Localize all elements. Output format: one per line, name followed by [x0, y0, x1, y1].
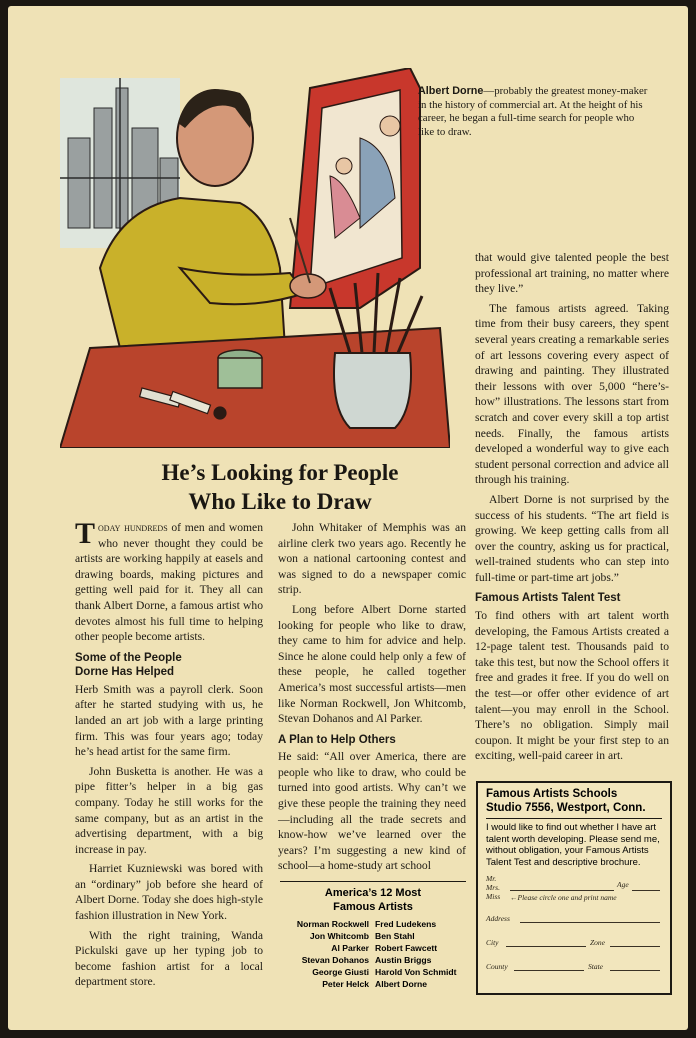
mail-coupon[interactable]	[476, 781, 672, 995]
artists-title-line-2: Famous Artists	[333, 901, 413, 913]
drop-cap: T	[75, 517, 96, 550]
caption-name: Albert Dorne	[418, 85, 484, 97]
state-label: State	[588, 962, 603, 971]
paragraph: The famous artists agreed. Taking time from their busy careers, they spent several years creating a remarkable series of art lessons covering every aspect of drawing and painting. They illustrated their lessons with over 5,000 “here’s-how” illustrations. The lessons start from scratch and cover every skill a top artist needs. Finally, the famous artists developed a wonderful way to give each student personal correction and advice all through his training.	[475, 301, 669, 487]
age-label: Age	[617, 880, 629, 889]
age-input-line[interactable]	[632, 882, 660, 891]
paragraph: John Busketta is another. He was a pipe fitter’s helper in a big gas company. Today he still works for the same company, but as an artist in the advertising department, with a big increase in pay.	[75, 764, 263, 856]
intro-lead: oday hundreds	[98, 521, 168, 534]
name-field-group	[486, 874, 662, 908]
artist-name: Jon Whitcomb	[309, 931, 370, 941]
paragraph: Herb Smith was a payroll clerk. Soon after he started studying with us, he landed an art job with a large printing firm. This was four years ago; today he’s head artist for the same firm.	[75, 682, 263, 759]
artist-name: Robert Fawcett	[375, 943, 438, 953]
coupon-inner	[478, 783, 670, 984]
name-input-line[interactable]	[510, 882, 614, 891]
county-input-line[interactable]	[514, 962, 584, 971]
subhead-line-2: Dorne Has Helped	[75, 666, 175, 679]
address-label: Address	[486, 914, 510, 923]
artist-name: George Giusti	[312, 967, 370, 977]
circle-note: ←Please circle one and print name	[510, 893, 617, 902]
zone-input-line[interactable]	[610, 938, 660, 947]
headline-line-1: He’s Looking for People	[161, 460, 399, 485]
artists-left-column	[280, 918, 375, 990]
headline	[90, 458, 470, 516]
paragraph: that would give talented people the best professional art training, no matter where they live.”	[475, 251, 669, 296]
subhead-talent-test: Famous Artists Talent Test	[475, 592, 621, 605]
caption-text: —probably the greatest money-maker in the history of commercial art. At the height of his career, he began a full-time search for people who like to draw.	[418, 85, 648, 138]
artist-name: Austin Briggs	[375, 955, 432, 965]
coupon-address: Studio 7556, Westport, Conn.	[486, 802, 646, 814]
subhead-line-1: Some of the People	[75, 651, 182, 664]
artist-name: Al Parker	[331, 943, 370, 953]
paint-jar	[218, 358, 262, 388]
ad-page	[8, 6, 688, 1030]
artist-name: Albert Dorne	[375, 979, 428, 989]
zone-label: Zone	[590, 938, 605, 947]
artists-right-column	[375, 918, 466, 990]
column-1	[75, 517, 263, 994]
subhead-people-helped	[75, 651, 263, 680]
paragraph: Albert Dorne is not surprised by the success of his students. “The art field is growing. We keep getting calls from all over the country, asking us for practical, well-trained students who can step into full-time or part-time art jobs.”	[475, 492, 669, 584]
coupon-school-name: Famous Artists Schools	[486, 788, 618, 800]
coupon-header	[486, 787, 662, 815]
intro-rest: of men and women who never thought they could be artists are working happily at easels and drawing boards, making pictures and getting well paid for it. They all can thank Albert Dorne, a famous artist who devotes almost his full time to helping other people become artists.	[75, 521, 263, 644]
option-miss[interactable]: Miss	[486, 892, 501, 901]
artist-name: Stevan Dohanos	[301, 955, 370, 965]
famous-artists-box	[280, 881, 466, 990]
artist-name: Norman Rockwell	[296, 919, 370, 929]
column-3	[475, 250, 669, 768]
artist-name: Peter Helck	[322, 979, 370, 989]
artists-list	[280, 918, 466, 990]
brush-jar	[334, 353, 411, 428]
paragraph: With the right training, Wanda Pickulski gave up her typing job to become fashion artist for a local department store.	[75, 928, 263, 989]
intro-paragraph	[75, 517, 263, 645]
headline-line-2: Who Like to Draw	[188, 489, 372, 514]
address-field-group	[486, 908, 662, 932]
address-input-line[interactable]	[520, 914, 660, 923]
artist-name: Harold Von Schmidt	[375, 967, 457, 977]
column-2	[278, 520, 466, 878]
state-input-line[interactable]	[610, 962, 660, 971]
artist-name: Ben Stahl	[375, 931, 415, 941]
salutation-options[interactable]	[486, 874, 500, 901]
city-input-line[interactable]	[506, 938, 586, 947]
city-field-group	[486, 932, 662, 956]
paragraph: To find others with art talent worth developing, the Famous Artists created a 12-page talent test. Thousands paid to take this test, but now the School offers it free and grades it free. If you do well on the test—or offer other evidence of art talent—you may enroll in the School. There’s no obligation. Simply mail coupon. It might be your first step to an exciting, well-paid career in art.	[475, 608, 669, 763]
paragraph: He said: “All over America, there are people who like to draw, who could be turned into good artists. Why can’t we give these people the training they need—including all the trade secrets and know-how we’ve learned over the years? I’m suggesting a new kind of school—a home-study art school	[278, 750, 466, 873]
paragraph: Long before Albert Dorne started looking for people who like to draw, they came to him for advice and help. Since he alone could help only a few of these people, he called together America’s most successful artists—men like Norman Rockwell, Jon Whitcomb, Stevan Dohanos and Al Parker.	[278, 602, 466, 726]
albert-dorne-illustration	[60, 68, 450, 448]
paragraph: John Whitaker of Memphis was an airline clerk two years ago. Recently he won a national cartooning contest and was signed to do a newspaper comic strip.	[278, 521, 466, 597]
option-mrs[interactable]: Mrs.	[486, 883, 500, 892]
city-label: City	[486, 938, 499, 947]
coupon-body: I would like to find out whether I have art talent worth developing. Please send me, without obligation, your Famous Artists Talent Test and descriptive brochure.	[486, 822, 660, 868]
paragraph: Harriet Kuzniewski was bored with an “ordinary” job before she heard of Albert Dorne. Today she does high-style fashion illustration in New York.	[75, 862, 263, 923]
county-field-group	[486, 956, 662, 980]
option-mr[interactable]: Mr.	[486, 874, 497, 883]
photo-caption	[418, 85, 648, 139]
artist-name: Fred Ludekens	[375, 919, 437, 929]
artists-box-title	[280, 886, 466, 914]
county-label: County	[486, 962, 508, 971]
artists-title-line-1: America’s 12 Most	[324, 887, 422, 899]
subhead-plan: A Plan to Help Others	[278, 733, 396, 746]
